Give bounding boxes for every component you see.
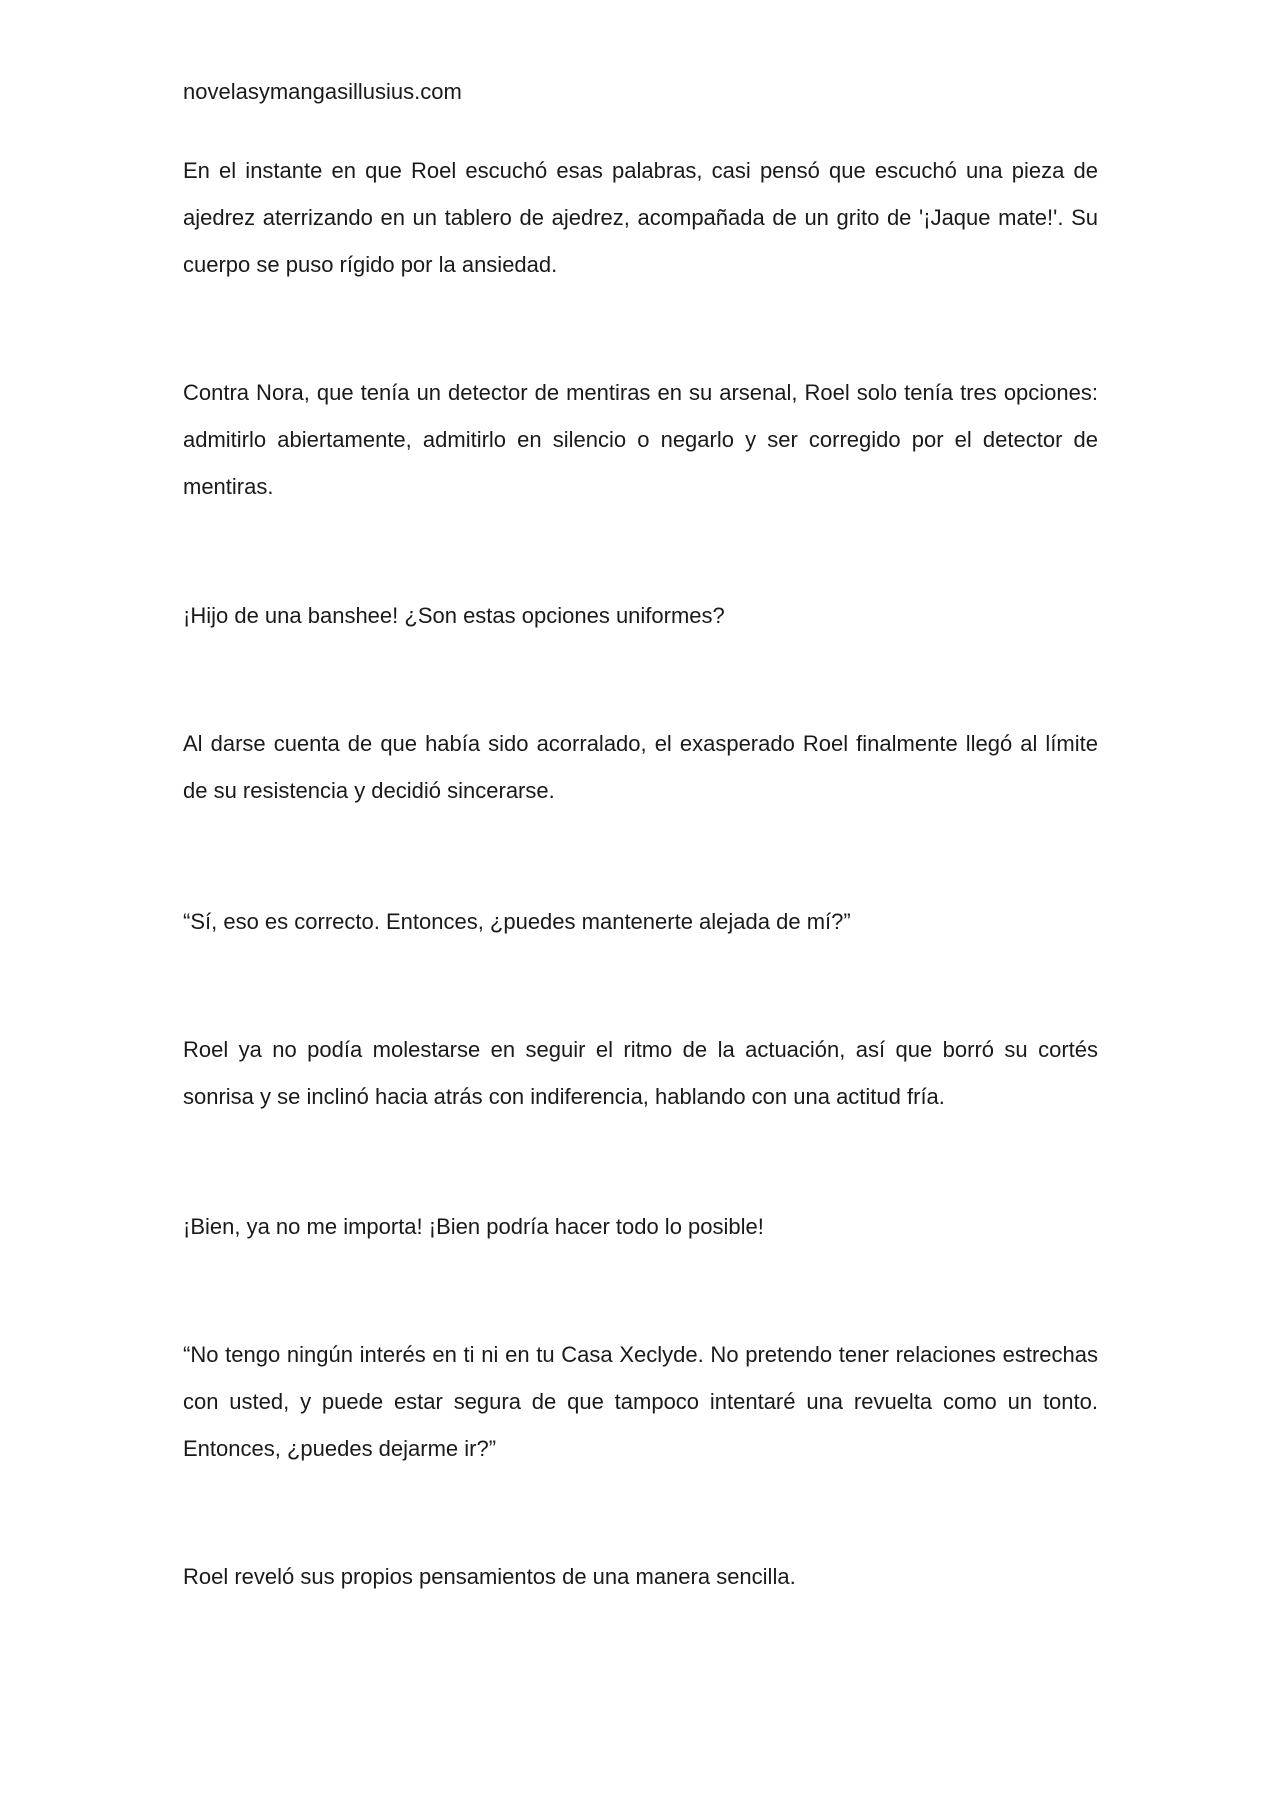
paragraph-6: Roel ya no podía molestarse en seguir el ritmo de la actuación, así que borró su cortés sonrisa y se inclinó hacia atrás con indiferencia, hablando con una actitud fría. [183, 1037, 1098, 1109]
paragraph-2: Contra Nora, que tenía un detector de mentiras en su arsenal, Roel solo tenía tres opciones: admitirlo abiertamente, admitirlo en silencio o negarlo y ser corregido por el detector de mentiras. [183, 380, 1098, 499]
paragraph-8: “No tengo ningún interés en ti ni en tu Casa Xeclyde. No pretendo tener relaciones estrechas con usted, y puede estar segura de que tampoco intentaré una revuelta como un tonto. Entonces, ¿puedes dejarme ir?” [183, 1342, 1098, 1461]
paragraph-1: En el instante en que Roel escuchó esas palabras, casi pensó que escuchó una pieza de ajedrez aterrizando en un tablero de ajedrez, acompañada de un grito de '¡Jaque mate!'. Su cuerpo se puso rígido por la ansiedad. [183, 158, 1098, 277]
paragraph-9: Roel reveló sus propios pensamientos de una manera sencilla. [183, 1564, 796, 1589]
paragraph-4: Al darse cuenta de que había sido acorralado, el exasperado Roel finalmente llegó al límite de su resistencia y decidió sincerarse. [183, 731, 1098, 803]
paragraph-7: ¡Bien, ya no me importa! ¡Bien podría hacer todo lo posible! [183, 1214, 764, 1239]
site-header: novelasymangasillusius.com [183, 79, 462, 104]
paragraph-3: ¡Hijo de una banshee! ¿Son estas opciones uniformes? [183, 603, 725, 628]
paragraph-5: “Sí, eso es correcto. Entonces, ¿puedes mantenerte alejada de mí?” [183, 909, 851, 934]
